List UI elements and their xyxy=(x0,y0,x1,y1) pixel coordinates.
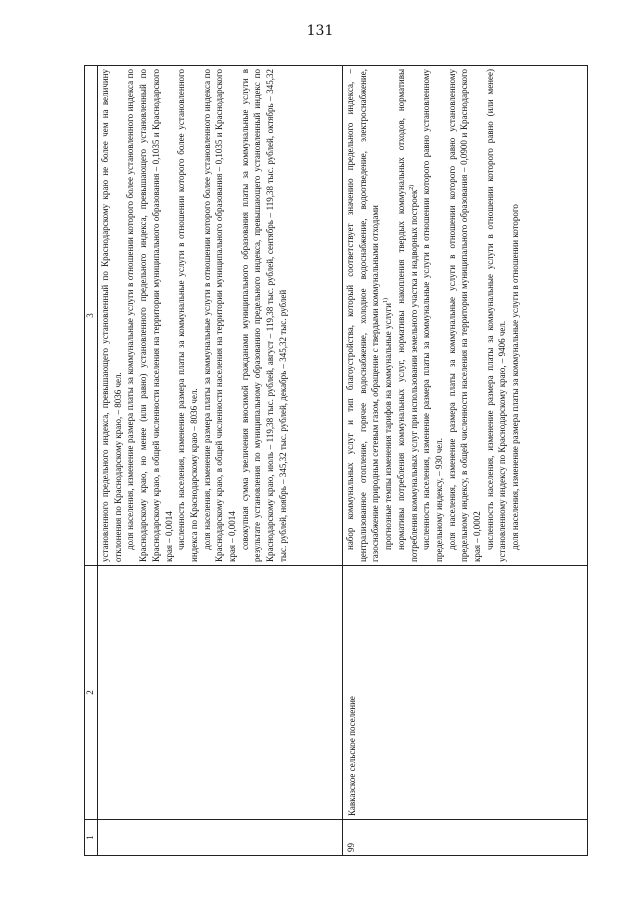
column-header-1: 1 xyxy=(85,820,98,856)
paragraph: совокупная сумма увеличения вносимой гражданами муниципального образования платы за коммунальные услуги в результате установления по муниципальному образованию предельного индекса, превышающего установленный индекс по Краснодарскому краю, июль – 119,38 тыс. рублей, август – 119,38 тыс. рублей, сентябрь – 119,38 тыс. рублей, октябрь – 345,32 тыс. рублей, ноябрь – 345,32 тыс. рублей, декабрь – 345,32 тыс. рублей xyxy=(239,69,288,562)
paragraph: установленного предельного индекса, превышающего установленный по Краснодарскому краю не более чем на величину отклонения по Краснодарскому краю, – 8036 чел. xyxy=(100,69,123,562)
paragraph xyxy=(382,69,395,562)
table-row xyxy=(343,66,588,856)
paragraph: доля населения, изменение размера платы за коммунальные услуги в отношении которого xyxy=(510,204,521,550)
data-table xyxy=(84,65,588,856)
table-area xyxy=(84,66,554,856)
paragraph-text: прогнозные темпы изменения тарифов на коммунальные услуги xyxy=(383,303,394,550)
row-description xyxy=(98,66,343,566)
paragraph: доля населения, изменение размера платы за коммунальные услуги в отношении которого более установленного индекса по Краснодарскому краю, но менее (или равно) установленного предельного индекса, превышающего установленный по Краснодарскому краю, в общей численности населения на территории муниципального образования – 0,1035 и Краснодарского края – 0,0014 xyxy=(125,69,174,562)
row-number xyxy=(98,820,343,856)
row-description xyxy=(343,66,588,566)
footnote-marker: 1) xyxy=(383,298,390,304)
row-number: 99 xyxy=(343,820,588,856)
paragraph: численность населения, изменение размера платы за коммунальные услуги в отношении которого более установленного индекса по Краснодарскому краю – 8036 чел. xyxy=(176,69,199,562)
paragraph xyxy=(395,69,420,562)
paragraph-text: нормативы потребления коммунальных услуг, нормативы накопления твердых коммунальных отходов, нормативы потребления коммунальных услуг при использовании земельного участка и надворных построек xyxy=(395,69,419,562)
footnote-marker: 2) xyxy=(408,184,415,190)
rotated-table-container xyxy=(84,66,554,856)
paragraph: численность населения, изменение размера платы за коммунальные услуги в отношении которого равно (или менее) установленному индексу по Краснодарскому краю, – 9406 чел. xyxy=(484,69,508,562)
table-header-row xyxy=(85,66,98,856)
column-header-2: 2 xyxy=(85,566,98,820)
settlement-name: Кавказское сельское поселение xyxy=(343,566,588,820)
table-row xyxy=(98,66,343,856)
page-number: 131 xyxy=(306,23,334,39)
column-header-3: 3 xyxy=(85,66,98,566)
paragraph: численность населения, изменение размера платы за коммунальные услуги в отношении которого равно установленному предельному индексу, – 930 чел. xyxy=(421,69,444,562)
paragraph: доля населения, изменение размера платы за коммунальные услуги в отношении которого более установленного индекса по Краснодарскому краю, в общей численности населения на территории муниципального образования – 0,1035 и Краснодарского края – 0,0014 xyxy=(201,69,238,562)
paragraph: набор коммунальных услуг и тип благоустройства, который соответствует значению предельного индекса, – централизованное отопление, горячее водоснабжение, холодное водоснабжение, водоотведение, электроснабжение, газоснабжение природным сетевым газом, обращение с твердыми коммунальными отходами xyxy=(345,69,381,562)
settlement-name xyxy=(98,566,343,820)
paragraph: доля населения, изменение размера платы за коммунальные услуги в отношении которого равно установленному предельному индексу, в общей численности населения на территории муниципального образования – 0,0900 и Краснодарского края – 0,0002 xyxy=(446,69,483,562)
